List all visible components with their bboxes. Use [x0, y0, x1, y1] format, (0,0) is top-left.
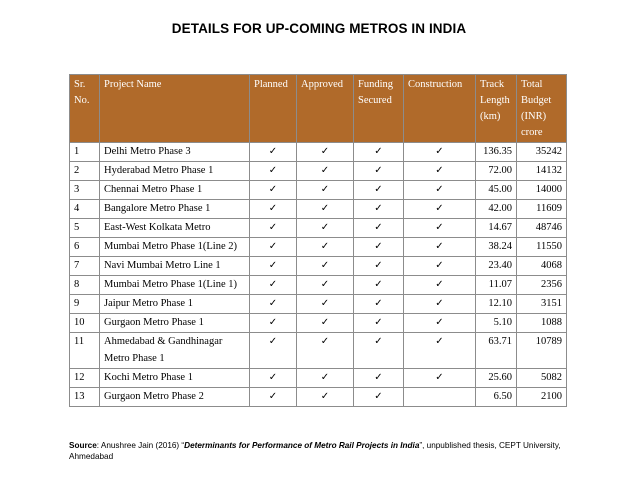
source-prefix: : Anushree Jain (2016) “	[96, 441, 185, 450]
cell-track-length: 23.40	[476, 257, 517, 276]
cell-construction	[404, 238, 476, 257]
table-row	[70, 181, 567, 200]
header-construction: Construction	[404, 75, 476, 143]
cell-planned	[250, 181, 297, 200]
checkmark-icon: ✓	[435, 336, 444, 347]
cell-approved	[297, 369, 354, 388]
table-row	[70, 295, 567, 314]
cell-approved	[297, 314, 354, 333]
cell-planned	[250, 162, 297, 181]
checkmark-icon: ✓	[320, 391, 330, 402]
cell-construction	[404, 257, 476, 276]
checkmark-icon: ✓	[320, 222, 330, 233]
cell-track-length: 45.00	[476, 181, 517, 200]
cell-sr-no: 5	[70, 219, 100, 238]
header-approved: Approved	[297, 75, 354, 143]
checkmark-icon: ✓	[435, 260, 444, 271]
table-row	[70, 333, 567, 369]
checkmark-icon: ✓	[374, 146, 383, 157]
project-name-line: Gurgaon Metro Phase 2	[104, 391, 204, 402]
cell-approved	[297, 388, 354, 407]
cell-total-budget: 2100	[517, 388, 567, 407]
cell-approved	[297, 200, 354, 219]
header-track-length: Track Length (km)	[476, 75, 517, 143]
project-name-line: Chennai Metro Phase 1	[104, 184, 203, 195]
checkmark-icon: ✓	[320, 336, 330, 347]
cell-track-length: 6.50	[476, 388, 517, 407]
cell-total-budget: 3151	[517, 295, 567, 314]
checkmark-icon: ✓	[374, 279, 383, 290]
cell-sr-no: 6	[70, 238, 100, 257]
checkmark-icon: ✓	[268, 279, 278, 290]
cell-sr-no: 2	[70, 162, 100, 181]
cell-project-name	[100, 295, 250, 314]
checkmark-icon: ✓	[435, 372, 444, 383]
cell-approved	[297, 143, 354, 162]
cell-approved	[297, 219, 354, 238]
checkmark-icon: ✓	[320, 165, 330, 176]
checkmark-icon: ✓	[268, 391, 278, 402]
checkmark-icon: ✓	[374, 184, 383, 195]
cell-project-name	[100, 333, 250, 369]
checkmark-icon: ✓	[374, 317, 383, 328]
cell-total-budget: 14000	[517, 181, 567, 200]
cell-project-name	[100, 238, 250, 257]
cell-project-name	[100, 219, 250, 238]
checkmark-icon: ✓	[320, 241, 330, 252]
cell-project-name	[100, 257, 250, 276]
checkmark-icon: ✓	[435, 203, 444, 214]
cell-total-budget: 14132	[517, 162, 567, 181]
cell-project-name	[100, 162, 250, 181]
cell-planned	[250, 219, 297, 238]
checkmark-icon: ✓	[374, 241, 383, 252]
cell-project-name	[100, 276, 250, 295]
checkmark-icon: ✓	[268, 317, 278, 328]
project-name-line: Mumbai Metro Phase 1(Line 2)	[104, 241, 237, 252]
cell-planned	[250, 295, 297, 314]
cell-construction	[404, 369, 476, 388]
cell-construction	[404, 295, 476, 314]
cell-total-budget: 4068	[517, 257, 567, 276]
project-name-line: Metro Phase 1	[104, 353, 165, 364]
cell-construction	[404, 333, 476, 369]
cell-construction	[404, 181, 476, 200]
cell-planned	[250, 388, 297, 407]
project-name-line: Delhi Metro Phase 3	[104, 146, 191, 157]
cell-track-length: 63.71	[476, 333, 517, 369]
cell-track-length: 72.00	[476, 162, 517, 181]
checkmark-icon: ✓	[268, 260, 278, 271]
checkmark-icon: ✓	[374, 298, 383, 309]
checkmark-icon: ✓	[320, 372, 330, 383]
table-row	[70, 143, 567, 162]
cell-funding	[354, 219, 404, 238]
cell-total-budget: 2356	[517, 276, 567, 295]
cell-sr-no: 8	[70, 276, 100, 295]
cell-track-length: 11.07	[476, 276, 517, 295]
source-suffix: ”, unpublished thesis, CEPT University, Ahmedabad	[69, 441, 561, 461]
checkmark-icon: ✓	[435, 184, 444, 195]
cell-total-budget: 10789	[517, 333, 567, 369]
checkmark-icon: ✓	[320, 279, 330, 290]
cell-total-budget: 35242	[517, 143, 567, 162]
table-row	[70, 162, 567, 181]
checkmark-icon: ✓	[320, 146, 330, 157]
cell-funding	[354, 238, 404, 257]
checkmark-icon: ✓	[320, 260, 330, 271]
table-row	[70, 369, 567, 388]
cell-funding	[354, 276, 404, 295]
cell-sr-no: 1	[70, 143, 100, 162]
checkmark-icon: ✓	[435, 241, 444, 252]
checkmark-icon: ✓	[268, 298, 278, 309]
cell-construction	[404, 219, 476, 238]
checkmark-icon: ✓	[268, 241, 278, 252]
header-funding-secured: Funding Secured	[354, 75, 404, 143]
cell-track-length: 12.10	[476, 295, 517, 314]
checkmark-icon: ✓	[374, 260, 383, 271]
cell-total-budget: 5082	[517, 369, 567, 388]
cell-funding	[354, 181, 404, 200]
checkmark-icon: ✓	[374, 165, 383, 176]
cell-approved	[297, 295, 354, 314]
cell-funding	[354, 200, 404, 219]
project-name-line: Kochi Metro Phase 1	[104, 372, 193, 383]
checkmark-icon: ✓	[374, 391, 383, 402]
metro-table	[69, 74, 567, 407]
cell-funding	[354, 257, 404, 276]
cell-construction	[404, 200, 476, 219]
cell-planned	[250, 238, 297, 257]
cell-approved	[297, 333, 354, 369]
checkmark-icon: ✓	[320, 317, 330, 328]
checkmark-icon: ✓	[320, 203, 330, 214]
cell-planned	[250, 200, 297, 219]
cell-planned	[250, 257, 297, 276]
source-label: Source	[69, 441, 97, 450]
cell-sr-no: 7	[70, 257, 100, 276]
cell-funding	[354, 314, 404, 333]
checkmark-icon: ✓	[374, 336, 383, 347]
cell-construction	[404, 162, 476, 181]
cell-track-length: 25.60	[476, 369, 517, 388]
checkmark-icon: ✓	[320, 298, 330, 309]
cell-funding	[354, 388, 404, 407]
cell-approved	[297, 276, 354, 295]
cell-funding	[354, 295, 404, 314]
cell-planned	[250, 276, 297, 295]
cell-project-name	[100, 388, 250, 407]
cell-total-budget: 11609	[517, 200, 567, 219]
cell-approved	[297, 181, 354, 200]
cell-funding	[354, 333, 404, 369]
cell-construction	[404, 314, 476, 333]
project-name-line: Ahmedabad & Gandhinagar	[104, 336, 223, 347]
checkmark-icon: ✓	[435, 222, 444, 233]
checkmark-icon: ✓	[268, 146, 278, 157]
table-row	[70, 314, 567, 333]
cell-funding	[354, 369, 404, 388]
checkmark-icon: ✓	[268, 372, 278, 383]
source-title: Determinants for Performance of Metro Rail Projects in India	[184, 441, 420, 450]
cell-funding	[354, 143, 404, 162]
cell-total-budget: 1088	[517, 314, 567, 333]
checkmark-icon: ✓	[268, 203, 278, 214]
cell-total-budget: 48746	[517, 219, 567, 238]
checkmark-icon: ✓	[268, 336, 278, 347]
cell-project-name	[100, 143, 250, 162]
table-row	[70, 276, 567, 295]
header-sr-no: Sr. No.	[70, 75, 100, 143]
cell-sr-no: 13	[70, 388, 100, 407]
cell-sr-no: 12	[70, 369, 100, 388]
cell-sr-no: 11	[70, 333, 100, 369]
cell-funding	[354, 162, 404, 181]
cell-track-length: 5.10	[476, 314, 517, 333]
table-body	[70, 143, 567, 407]
table-row	[70, 388, 567, 407]
checkmark-icon: ✓	[435, 146, 444, 157]
cell-track-length: 42.00	[476, 200, 517, 219]
project-name-line: Hyderabad Metro Phase 1	[104, 165, 214, 176]
cell-project-name	[100, 200, 250, 219]
cell-approved	[297, 162, 354, 181]
project-name-line: Jaipur Metro Phase 1	[104, 298, 193, 309]
cell-total-budget: 11550	[517, 238, 567, 257]
table-row	[70, 219, 567, 238]
project-name-line: Navi Mumbai Metro Line 1	[104, 260, 221, 271]
cell-approved	[297, 238, 354, 257]
table-row	[70, 257, 567, 276]
project-name-line: Bangalore Metro Phase 1	[104, 203, 211, 214]
cell-construction	[404, 388, 476, 407]
project-name-line: East-West Kolkata Metro	[104, 222, 211, 233]
cell-project-name	[100, 314, 250, 333]
cell-track-length: 136.35	[476, 143, 517, 162]
cell-planned	[250, 369, 297, 388]
checkmark-icon: ✓	[435, 165, 444, 176]
project-name-line: Gurgaon Metro Phase 1	[104, 317, 204, 328]
cell-construction	[404, 276, 476, 295]
cell-approved	[297, 257, 354, 276]
cell-construction	[404, 143, 476, 162]
checkmark-icon: ✓	[374, 203, 383, 214]
checkmark-icon: ✓	[374, 372, 383, 383]
cell-project-name	[100, 369, 250, 388]
table-row	[70, 200, 567, 219]
cell-planned	[250, 314, 297, 333]
checkmark-icon: ✓	[268, 184, 278, 195]
checkmark-icon: ✓	[435, 317, 444, 328]
cell-track-length: 38.24	[476, 238, 517, 257]
project-name-line: Mumbai Metro Phase 1(Line 1)	[104, 279, 237, 290]
header-row	[70, 75, 567, 143]
cell-sr-no: 9	[70, 295, 100, 314]
header-total-budget: Total Budget (INR) crore	[517, 75, 567, 143]
checkmark-icon: ✓	[374, 222, 383, 233]
table-row	[70, 238, 567, 257]
source-citation	[69, 440, 569, 462]
header-planned: Planned	[250, 75, 297, 143]
cell-planned	[250, 143, 297, 162]
cell-track-length: 14.67	[476, 219, 517, 238]
checkmark-icon: ✓	[435, 298, 444, 309]
cell-sr-no: 4	[70, 200, 100, 219]
cell-project-name	[100, 181, 250, 200]
checkmark-icon: ✓	[320, 184, 330, 195]
checkmark-icon: ✓	[268, 165, 278, 176]
cell-planned	[250, 333, 297, 369]
checkmark-icon: ✓	[268, 222, 278, 233]
cell-sr-no: 10	[70, 314, 100, 333]
header-project-name: Project Name	[100, 75, 250, 143]
cell-sr-no: 3	[70, 181, 100, 200]
slide-title: DETAILS FOR UP-COMING METROS IN INDIA	[171, 21, 467, 36]
checkmark-icon: ✓	[435, 279, 444, 290]
